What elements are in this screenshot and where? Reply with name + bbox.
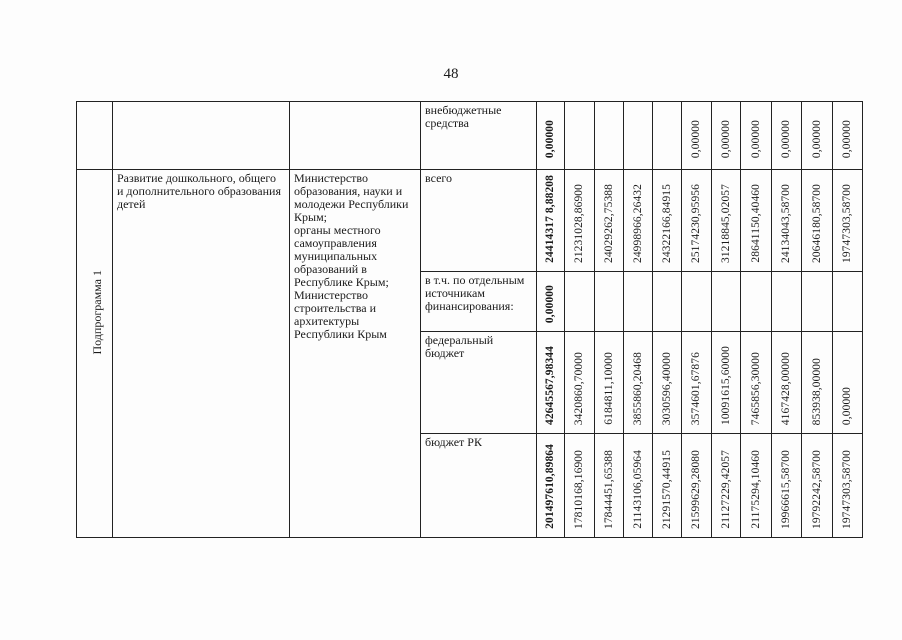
value-cell: 0,00000 (833, 102, 863, 170)
value-cell (565, 102, 595, 170)
value-cell (682, 272, 712, 332)
value-cell: 42645567,98344 (537, 332, 565, 434)
value-cell: 21291570,44915 (653, 434, 682, 538)
value-cell: 0,00000 (712, 102, 741, 170)
value-cell: 0,00000 (537, 102, 565, 170)
value-cell: 19792242,58700 (802, 434, 833, 538)
value-cell: 0,00000 (741, 102, 772, 170)
value-cell: 7465856,30000 (741, 332, 772, 434)
value-cell (595, 102, 624, 170)
value-cell: 25174230,95956 (682, 170, 712, 272)
source-cell: бюджет РК (421, 434, 537, 538)
value-cell: 19747303,58700 (833, 434, 863, 538)
value-cell (595, 272, 624, 332)
value-cell: 21143106,05964 (624, 434, 653, 538)
value-cell: 0,00000 (833, 332, 863, 434)
value-cell (624, 272, 653, 332)
value-cell: 0,00000 (772, 102, 802, 170)
value-cell: 28641150,40460 (741, 170, 772, 272)
value-cell: 24322166,84915 (653, 170, 682, 272)
source-cell: всего (421, 170, 537, 272)
value-cell: 6184811,10000 (595, 332, 624, 434)
value-cell: 21127229,42057 (712, 434, 741, 538)
funding-table (76, 101, 863, 538)
program-name: Развитие дошкольного, общего и дополнительного образования детей (113, 170, 290, 538)
value-cell: 3030596,40000 (653, 332, 682, 434)
source-cell: в т.ч. по отдельным источникам финансирования: (421, 272, 537, 332)
value-cell: 3420860,70000 (565, 332, 595, 434)
value-cell: 24414317 8,88208 (537, 170, 565, 272)
value-cell: 20646180,58700 (802, 170, 833, 272)
value-cell: 201497610,89864 (537, 434, 565, 538)
table-row (77, 102, 863, 170)
value-cell (565, 272, 595, 332)
value-cell: 0,00000 (682, 102, 712, 170)
value-cell (741, 272, 772, 332)
value-cell (624, 102, 653, 170)
table-row (77, 170, 863, 272)
value-cell: 24134043,58700 (772, 170, 802, 272)
executors-cell: Министерство образования, науки и молодежи Республики Крым; органы местного самоуправления муниципальных образований в Республике Крым; Министерство строительства и архитектуры Республики Крым (290, 170, 421, 538)
value-cell (833, 272, 863, 332)
value-cell: 17844451,65388 (595, 434, 624, 538)
value-cell: 31218845,02057 (712, 170, 741, 272)
value-cell (712, 272, 741, 332)
value-cell: 19966615,58700 (772, 434, 802, 538)
value-cell (802, 272, 833, 332)
source-cell: федеральный бюджет (421, 332, 537, 434)
value-cell: 17810168,16900 (565, 434, 595, 538)
source-cell: внебюджетные средства (421, 102, 537, 170)
value-cell: 21599629,28080 (682, 434, 712, 538)
page-number: 48 (443, 66, 459, 82)
value-cell: 21231028,86900 (565, 170, 595, 272)
value-cell: 21175294,10460 (741, 434, 772, 538)
value-cell: 4167428,00000 (772, 332, 802, 434)
value-cell: 24029262,75388 (595, 170, 624, 272)
value-cell: 10091615,60000 (712, 332, 741, 434)
empty-cell (113, 102, 290, 170)
value-cell (653, 102, 682, 170)
value-cell: 853938,00000 (802, 332, 833, 434)
value-cell: 19747303,58700 (833, 170, 863, 272)
value-cell: 3574601,67876 (682, 332, 712, 434)
empty-cell (77, 102, 113, 170)
value-cell: 0,00000 (802, 102, 833, 170)
empty-cell (290, 102, 421, 170)
value-cell: 3855860,20468 (624, 332, 653, 434)
subprogram-label: Подпрограмма 1 (90, 270, 104, 355)
subprogram-cell (77, 170, 113, 538)
value-cell (772, 272, 802, 332)
value-cell (653, 272, 682, 332)
value-cell: 0,00000 (537, 272, 565, 332)
value-cell: 24998966,26432 (624, 170, 653, 272)
